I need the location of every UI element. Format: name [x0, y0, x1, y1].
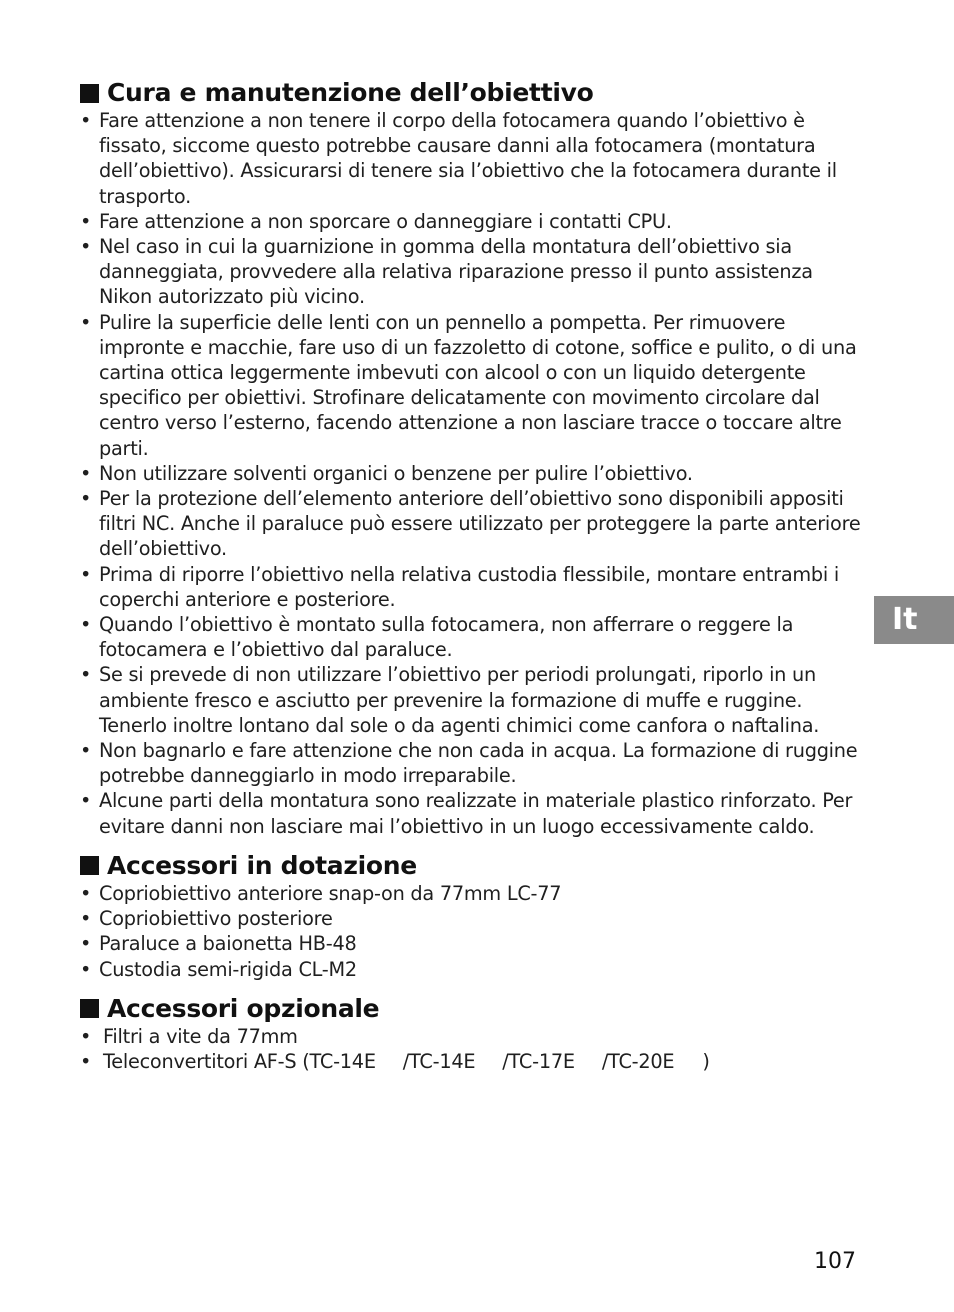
- list-item: • Custodia semi-rigida CL-M2: [80, 957, 357, 981]
- page-content: [80, 78, 870, 1074]
- list-item: • Alcune parti della montatura sono realizzate in materiale plastico rinforzato. Per evitare danni non lasciare mai l’obiettivo in un luogo eccessivamente caldo.: [80, 789, 853, 838]
- bullet-icon: •: [80, 957, 92, 981]
- bullet-icon: •: [80, 1049, 92, 1073]
- teleconverter-item: [80, 1049, 870, 1074]
- teleconverter-suffix: ): [702, 1049, 710, 1073]
- bullet-icon: •: [80, 109, 92, 132]
- list-item: • Paraluce a baionetta HB-48: [80, 932, 357, 956]
- list-item: • Per la protezione dell’elemento anteriore dell’obiettivo sono disponibili appositi filtri NC. Anche il paraluce può essere utilizzato per proteggere la parte anteriore dell’obiettivo.: [80, 487, 861, 561]
- teleconverter-model: /TC-20E: [601, 1049, 675, 1073]
- teleconverter-model: /TC-17E: [502, 1049, 575, 1073]
- bullet-icon: •: [80, 881, 92, 905]
- list-item: • Pulire la superficie delle lenti con un pennello a pompetta. Per rimuovere impronte e macchie, fare uso di un fazzoletto di cotone, soffice e pulito, o di una cartina ottica leggermente imbevuti con alcool o con un liquido detergente specifico per obiettivi. Strofinare delicatamente con movimento circolare dal centro verso l’esterno, facendo attenzione a non lasciare tracce o toccare altre parti.: [80, 310, 857, 460]
- optional-accessories-list: [80, 1024, 870, 1074]
- list-item: • Quando l’obiettivo è montato sulla fotocamera, non afferrare o reggere la fotocamera e l’obiettivo dal paraluce.: [80, 613, 794, 662]
- square-bullet-icon: [80, 856, 99, 875]
- bullet-icon: •: [80, 461, 92, 485]
- section-heading-text: Accessori in dotazione: [107, 850, 417, 880]
- list-item: • Copriobiettivo posteriore: [80, 907, 333, 931]
- square-bullet-icon: [80, 999, 99, 1018]
- list-item: • Se si prevede di non utilizzare l’obiettivo per periodi prolungati, riporlo in un ambiente fresco e asciutto per prevenire la formazione di muffe e ruggine. Tenerlo inoltre lontano dal sole o da agenti chimici come canfora o naftalina.: [80, 663, 820, 737]
- language-tab: It: [874, 596, 954, 644]
- list-item: • Prima di riporre l’obiettivo nella relativa custodia flessibile, montare entrambi i coperchi anteriore e posteriore.: [80, 562, 839, 611]
- list-item: • Filtri a vite da 77mm: [80, 1024, 298, 1048]
- bullet-icon: •: [80, 1024, 92, 1048]
- square-bullet-icon: [80, 84, 99, 103]
- section-heading: [80, 851, 870, 881]
- bullet-icon: •: [80, 562, 92, 586]
- list-item: • Nel caso in cui la guarnizione in gomma della montatura dell’obiettivo sia danneggiata, provvedere alla relativa riparazione presso il punto assistenza Nikon autorizzato più vicino.: [80, 235, 813, 309]
- supplied-accessories-list: [80, 881, 870, 982]
- bullet-icon: •: [80, 907, 92, 931]
- optional-accessories-section: [80, 994, 870, 1074]
- bullet-icon: •: [80, 235, 92, 259]
- bullet-icon: •: [80, 663, 92, 687]
- list-item: • Copriobiettivo anteriore snap-on da 77mm LC-77: [80, 881, 562, 905]
- list-item: • Fare attenzione a non tenere il corpo della fotocamera quando l’obiettivo è fissato, siccome questo potrebbe causare danni alla fotocamera (montatura dell’obiettivo). Assicurarsi di tenere sia l’obiettivo che la fotocamera durante il trasporto.: [80, 109, 837, 208]
- section-heading-text: Accessori opzionale: [107, 993, 380, 1023]
- bullet-icon: •: [80, 310, 92, 334]
- page-number: 107: [814, 1249, 856, 1274]
- teleconverter-model: /TC-14E: [402, 1049, 476, 1073]
- teleconverter-prefix: Teleconvertitori AF-S (TC-14E: [103, 1049, 376, 1073]
- supplied-accessories-section: [80, 851, 870, 982]
- bullet-icon: •: [80, 932, 92, 956]
- bullet-icon: •: [80, 613, 92, 637]
- care-list: [80, 108, 870, 839]
- bullet-icon: •: [80, 739, 92, 763]
- section-heading-text: Cura e manutenzione dell’obiettivo: [107, 78, 594, 107]
- list-item: • Non utilizzare solventi organici o benzene per pulire l’obiettivo.: [80, 461, 693, 485]
- bullet-icon: •: [80, 789, 92, 813]
- bullet-icon: •: [80, 209, 92, 233]
- bullet-icon: •: [80, 487, 92, 511]
- list-item: • Non bagnarlo e fare attenzione che non cada in acqua. La formazione di ruggine potrebbe danneggiarlo in modo irreparabile.: [80, 739, 858, 788]
- section-heading: [80, 78, 870, 108]
- list-item: • Fare attenzione a non sporcare o danneggiare i contatti CPU.: [80, 209, 672, 233]
- care-maintenance-section: [80, 78, 870, 839]
- section-heading: [80, 994, 870, 1024]
